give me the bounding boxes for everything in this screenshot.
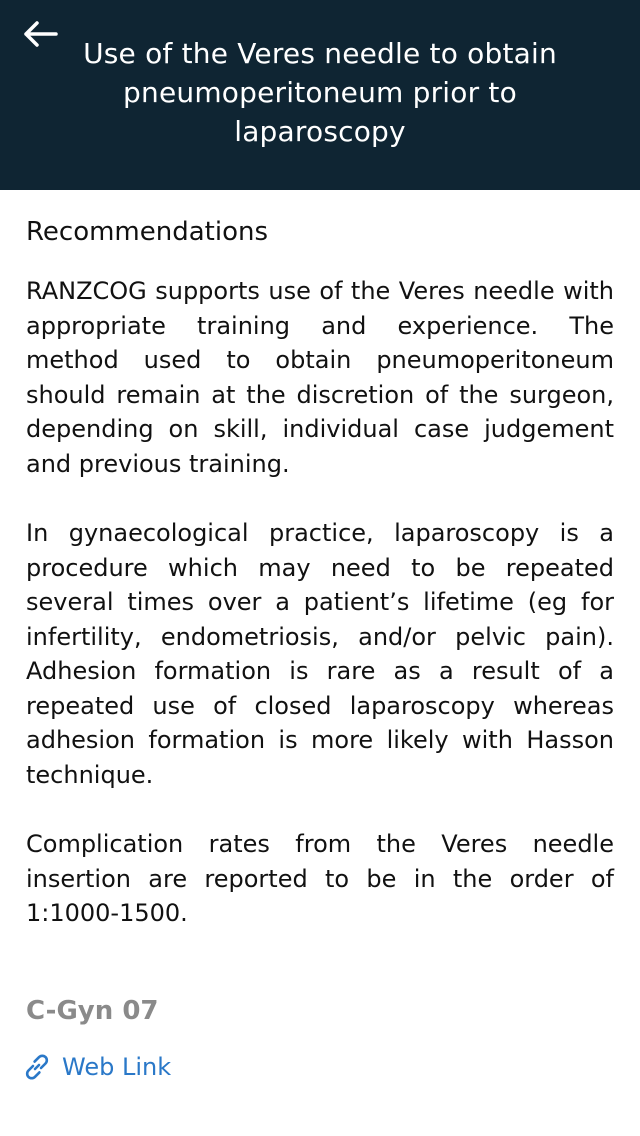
top-app-bar [0,0,640,190]
web-link-label: Web Link [62,1053,172,1081]
web-link[interactable] [22,1050,171,1084]
page-title: Use of the Veres needle to obtain pneumoperitoneum prior to laparoscopy [83,37,557,148]
arrow-left-icon [22,20,58,48]
paragraph-3: Complication rates from the Veres needle insertion are reported to be in the order of 1:1000-1500. [26,830,614,927]
content-body [26,212,614,966]
section-heading: Recommendations [26,217,269,247]
guideline-code: C-Gyn 07 [26,996,159,1026]
link-icon [22,1052,52,1082]
back-button[interactable] [16,14,64,54]
paragraph-1: RANZCOG supports use of the Veres needle with appropriate training and experience. The method used to obtain pneumoperitoneum should remain at the discretion of the surgeon, depending on skill, individual case judgement and previous training. [26,277,614,478]
paragraph-2: In gynaecological practice, laparoscopy is a procedure which may need to be repeated several times over a patient’s lifetime (eg for infertility, endometriosis, and/or pelvic pain). Adhesion formation is rare as a result of a repeated use of closed laparoscopy whereas adhesion formation is more likely with Hasson technique. [26,519,614,789]
